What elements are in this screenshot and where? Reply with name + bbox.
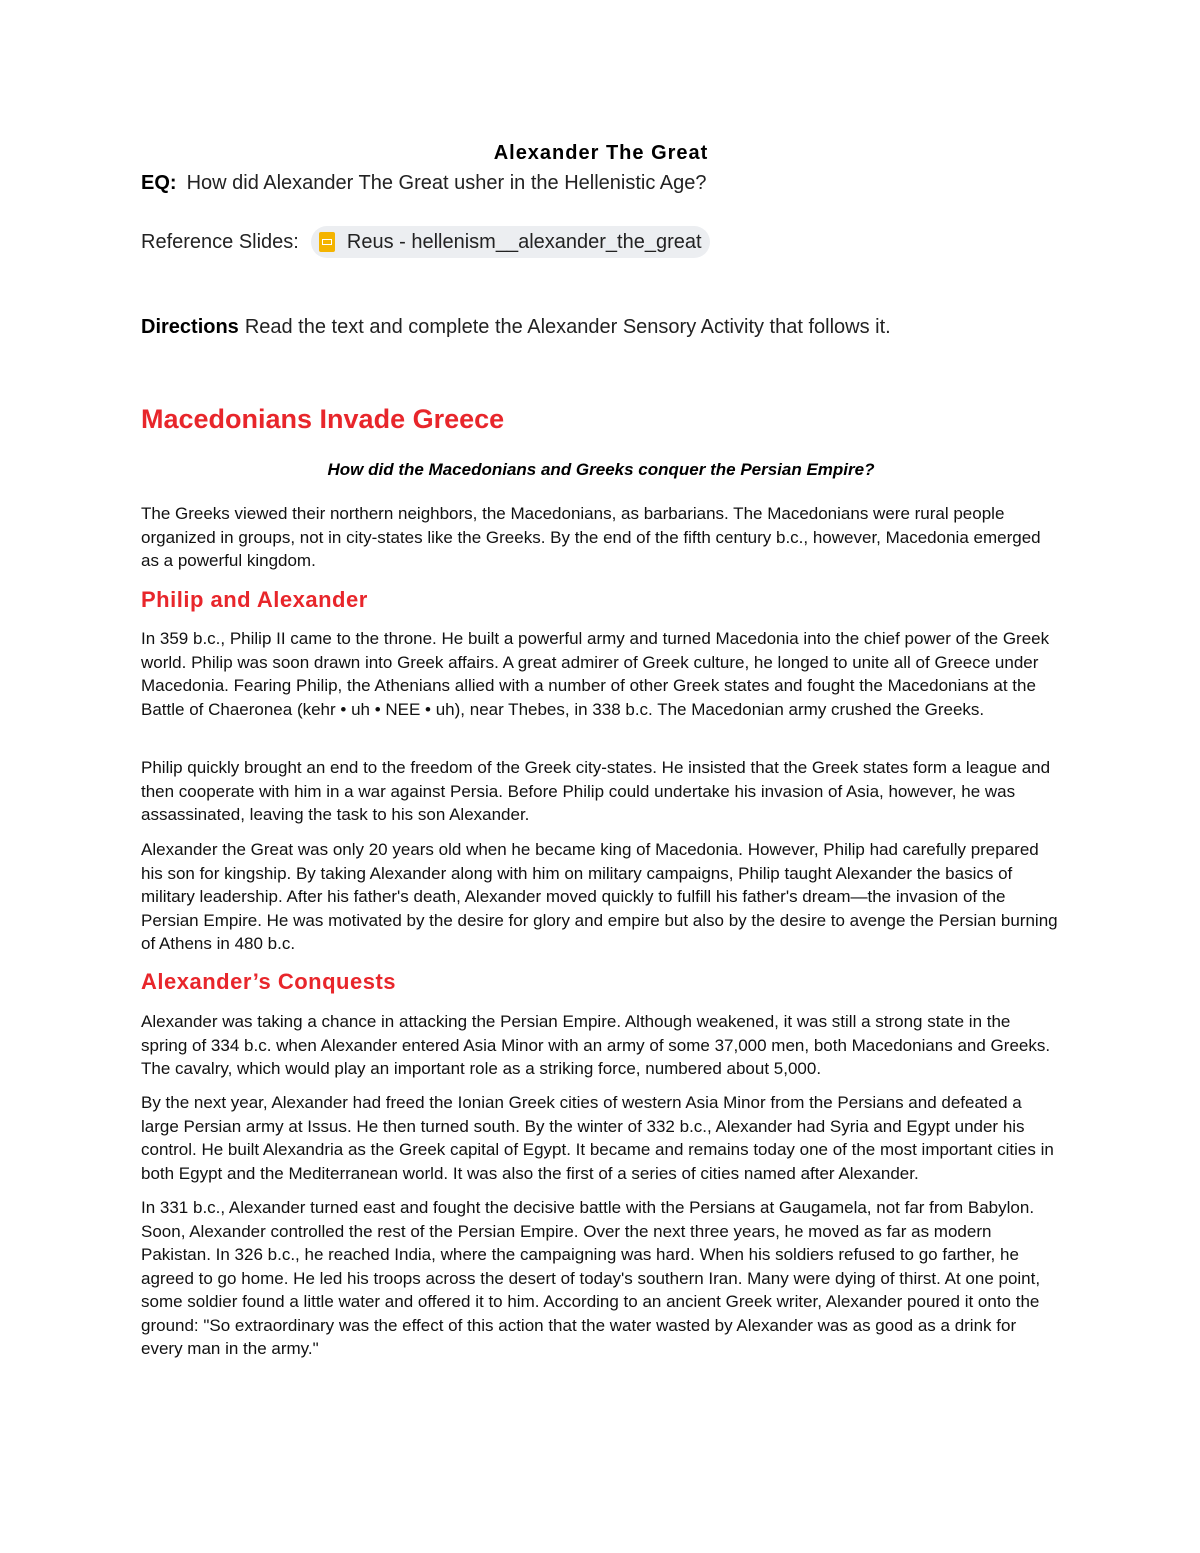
directions-text: Read the text and complete the Alexander Sensory Activity that follows it. xyxy=(244,316,891,338)
philip-paragraph-1: In 359 b.c., Philip II came to the throne. He built a powerful army and turned Macedonia into the chief power of the Greek world. Philip was soon drawn into Greek affairs. A great admirer of Greek culture, he longed to unite all of Greece under Macedonia. Fearing Philip, the Athenians allied with a number of other Greek states and fought the Macedonians at the Battle of Chaeronea (kehr • uh • NEE • uh), near Thebes, in 338 b.c. The Macedonian army crushed the Greeks. xyxy=(141,629,1050,719)
directions xyxy=(141,316,891,339)
reference-slides-chip[interactable] xyxy=(311,226,710,258)
eq-label: EQ: xyxy=(141,172,177,194)
section-question: How did the Macedonians and Greeks conquer the Persian Empire? xyxy=(327,460,875,479)
conquests-paragraph-2: By the next year, Alexander had freed the Ionian Greek cities of western Asia Minor from the Persians and defeated a large Persian army at Issus. He then turned south. By the winter of 332 b.c., Alexander had Syria and Egypt under his control. He built Alexandria as the Greek capital of Egypt. It became and remains today one of the most important cities in both Egypt and the Mediterranean world. It was also the first of a series of cities named after Alexander. xyxy=(141,1093,1054,1183)
philip-paragraph-2: Philip quickly brought an end to the freedom of the Greek city-states. He insisted that the Greek states form a league and then cooperate with him in a war against Persia. Before Philip could undertake his invasion of Asia, however, he was assassinated, leaving the task to his son Alexander. xyxy=(141,758,1051,824)
essential-question xyxy=(141,172,707,195)
reference-chip-label: Reus - hellenism__alexander_the_great xyxy=(346,230,702,253)
reference-slides-line xyxy=(141,226,710,258)
philip-heading: Philip and Alexander xyxy=(141,587,368,612)
google-slides-icon xyxy=(319,232,335,252)
conquests-paragraph-1: Alexander was taking a chance in attacking the Persian Empire. Although weakened, it was still a strong state in the spring of 334 b.c. when Alexander entered Asia Minor with an army of some 37,000 men, both Macedonians and Greeks. The cavalry, which would play an important role as a striking force, numbered about 5,000. xyxy=(141,1012,1051,1078)
eq-text: How did Alexander The Great usher in the Hellenistic Age? xyxy=(186,172,707,194)
conquests-paragraph-3: In 331 b.c., Alexander turned east and fought the decisive battle with the Persians at Gaugamela, not far from Babylon. Soon, Alexander controlled the rest of the Persian Empire. Over the next three years, he moved as far as modern Pakistan. In 326 b.c., he reached India, where the campaigning was hard. When his soldiers refused to go farther, he agreed to go home. He led his troops across the desert of today's southern Iran. Many were dying of thirst. At one point, some soldier found a little water and offered it to him. According to an ancient Greek writer, Alexander poured it onto the ground: "So extraordinary was the effect of this action that the water wasted by Alexander was as good as a drink for every man in the army." xyxy=(141,1198,1041,1358)
document-title: Alexander The Great xyxy=(493,142,709,164)
intro-paragraph: The Greeks viewed their northern neighbors, the Macedonians, as barbarians. The Macedonians were rural people organized in groups, not in city-states like the Greeks. By the end of the fifth century b.c., however, Macedonia emerged as a powerful kingdom. xyxy=(141,504,1041,570)
conquests-heading: Alexander’s Conquests xyxy=(141,969,397,994)
directions-label: Directions xyxy=(141,316,239,338)
reference-label: Reference Slides: xyxy=(141,230,299,253)
philip-paragraph-3: Alexander the Great was only 20 years old when he became king of Macedonia. However, Philip had carefully prepared his son for kingship. By taking Alexander along with him on military campaigns, Philip taught Alexander the basics of military leadership. After his father's death, Alexander moved quickly to fulfill his father's dream—the invasion of the Persian Empire. He was motivated by the desire for glory and empire but also by the desire to avenge the Persian burning of Athens in 480 b.c. xyxy=(141,840,1058,953)
section-heading: Macedonians Invade Greece xyxy=(141,404,505,434)
